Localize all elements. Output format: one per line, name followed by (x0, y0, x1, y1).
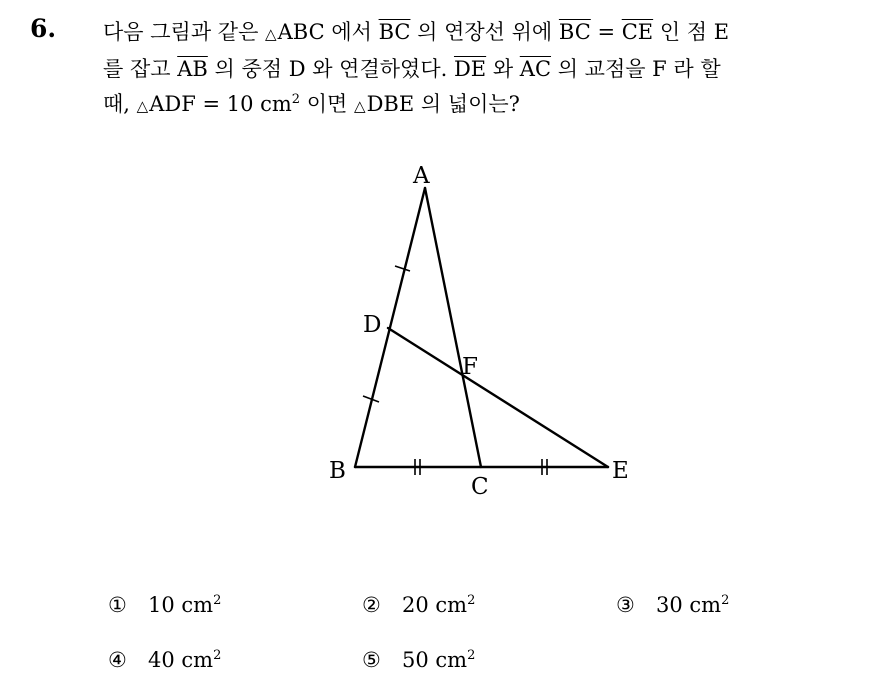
stem-text: 의 교점을 F 라 할 (551, 57, 721, 81)
choice-marker: ② (362, 593, 381, 617)
choice-4[interactable] (108, 648, 221, 672)
segment-AC (425, 188, 481, 467)
choice-5[interactable] (362, 648, 475, 672)
stem-line-3 (103, 87, 873, 124)
segment-label: $\overline{AC}$ (519, 57, 552, 81)
triangle-diagram (320, 155, 650, 510)
exponent: 2 (467, 593, 476, 608)
segment-label: $\overline{AB}$ (177, 57, 208, 81)
exponent: 2 (467, 648, 476, 663)
exponent: 2 (213, 648, 222, 663)
triangle-symbol: △ (354, 97, 366, 115)
question-stem (103, 15, 873, 124)
choice-1[interactable] (108, 593, 221, 617)
choice-3[interactable] (616, 593, 729, 617)
triangle-name: ADF (149, 92, 196, 116)
vertex-label-D: D (363, 312, 382, 338)
choice-marker: ① (108, 593, 127, 617)
exponent: 2 (213, 593, 222, 608)
vertex-label-C: C (471, 474, 489, 500)
segment-label: $\overline{CE}$ (621, 20, 654, 44)
stem-line-1 (103, 15, 873, 52)
segment-label: $\overline{BC}$ (378, 20, 411, 44)
segment-label: $\overline{BC}$ (558, 20, 591, 44)
triangle-symbol: △ (265, 25, 277, 43)
triangle-name: DBE (366, 92, 415, 116)
stem-text: 인 점 E (653, 20, 730, 44)
choice-marker: ⑤ (362, 648, 381, 672)
triangle-name: ABC (277, 20, 325, 44)
stem-text: 의 중점 D 와 연결하였다. (207, 57, 454, 81)
exponent: 2 (721, 593, 730, 608)
geometry-figure (320, 155, 650, 510)
stem-text: 의 연장선 위에 (410, 20, 559, 44)
vertex-label-B: B (329, 458, 346, 484)
triangle-symbol: △ (136, 97, 149, 115)
choice-value: 50 cm (402, 648, 468, 672)
choice-marker: ③ (616, 593, 635, 617)
choice-value: 20 cm (402, 593, 468, 617)
choice-marker: ④ (108, 648, 127, 672)
stem-text: 와 (486, 57, 520, 81)
stem-text: 의 넓이는? (414, 92, 520, 116)
stem-line-2 (103, 52, 873, 87)
answer-choices (108, 585, 868, 675)
choice-value: 30 cm (656, 593, 722, 617)
tick-mark-AD (395, 266, 410, 271)
stem-text: 이면 (300, 92, 355, 116)
stem-text: 를 잡고 (103, 57, 178, 81)
choice-value: 10 cm (148, 593, 214, 617)
exponent: 2 (291, 92, 301, 107)
vertex-label-A: A (413, 163, 430, 189)
choice-2[interactable] (362, 593, 475, 617)
equals-sign: = (590, 20, 622, 44)
stem-text: 다음 그림과 같은 (103, 20, 266, 44)
vertex-label-F: F (462, 354, 478, 380)
segment-DE (388, 328, 608, 467)
segment-label: $\overline{DE}$ (453, 57, 487, 81)
question-number: 6. (30, 14, 57, 43)
stem-text: 때, (103, 92, 137, 116)
stem-text: = 10 cm (195, 92, 292, 116)
vertex-label-E: E (612, 458, 629, 484)
choice-value: 40 cm (148, 648, 214, 672)
stem-text: 에서 (324, 20, 379, 44)
